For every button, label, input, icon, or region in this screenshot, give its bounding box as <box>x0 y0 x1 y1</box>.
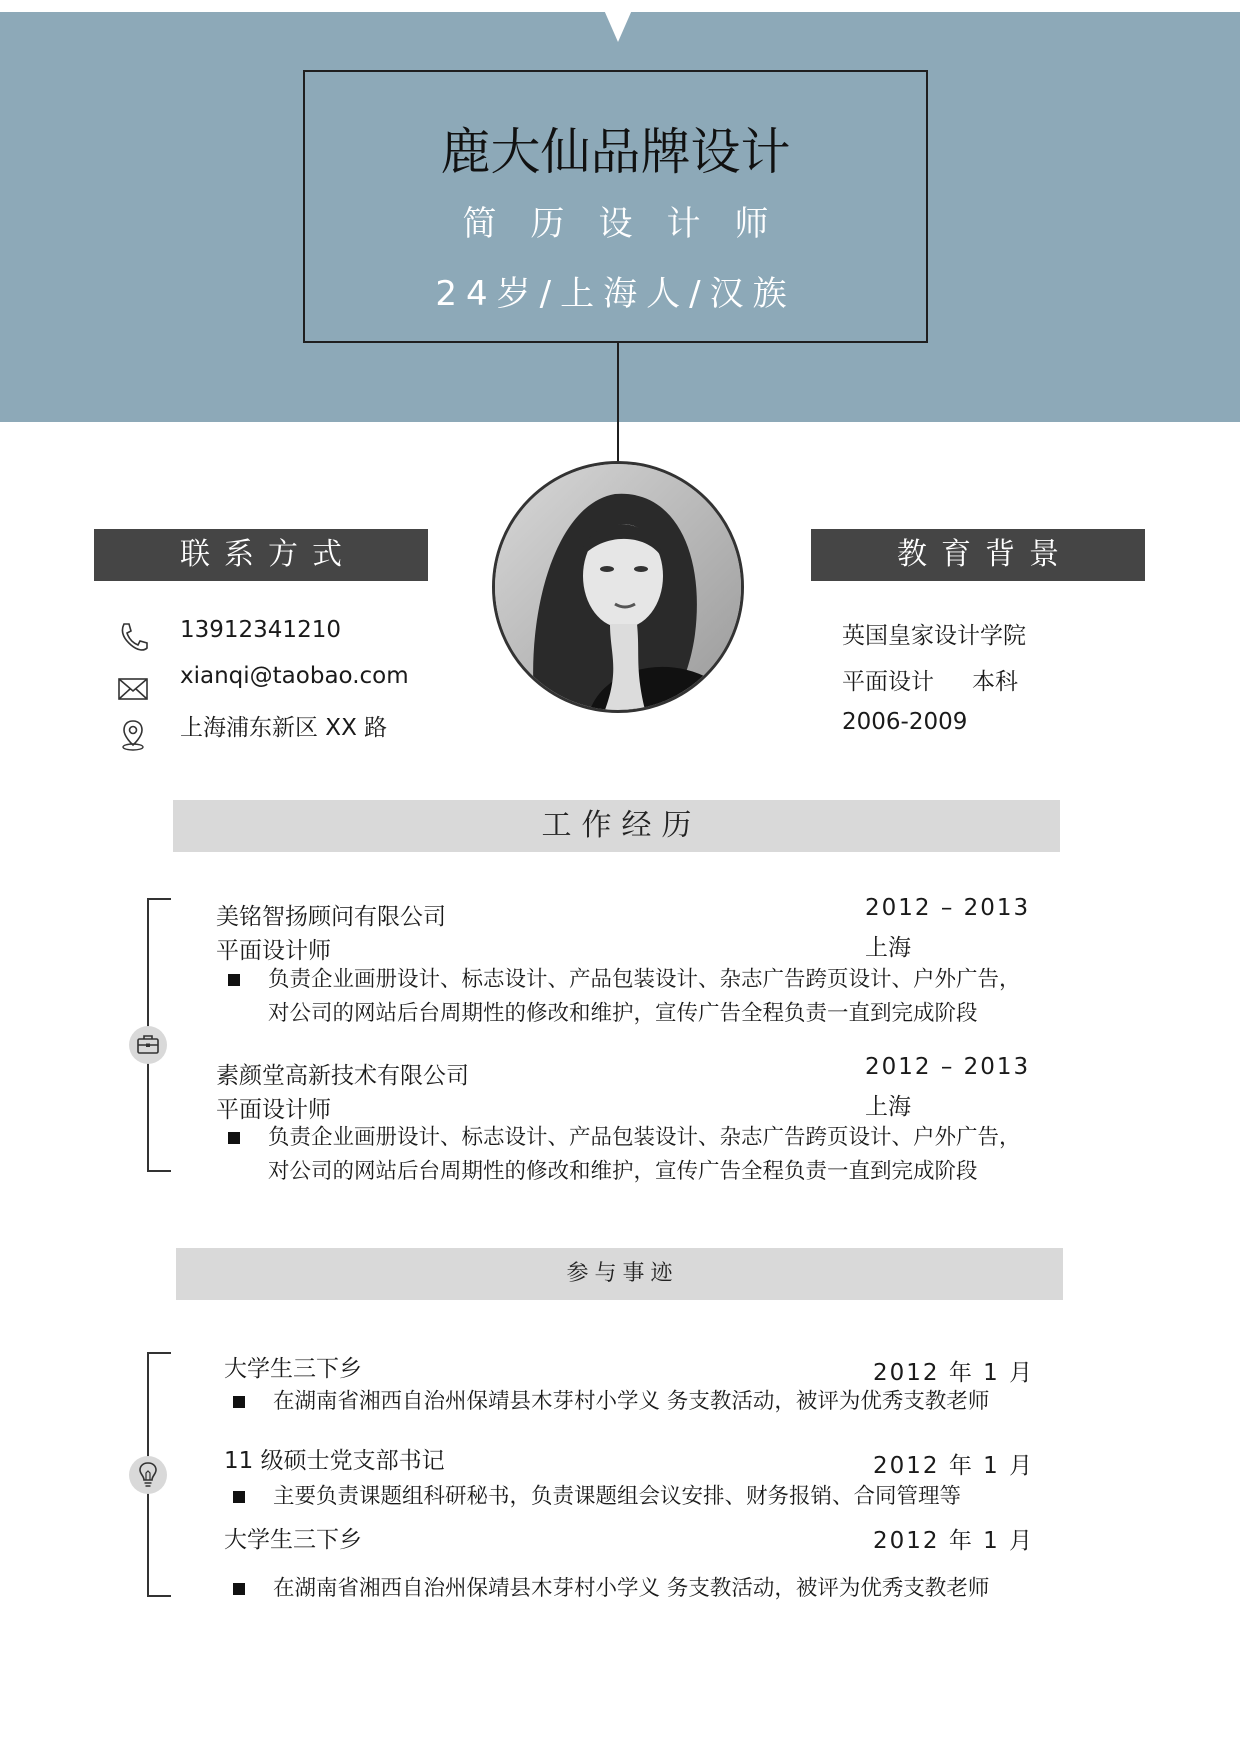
work-city: 上海 <box>865 935 911 961</box>
activity-date: 2012 年 1 月 <box>873 1453 1035 1479</box>
activities-timeline-badge <box>129 1456 167 1494</box>
mail-icon <box>116 672 150 706</box>
location-pin-icon <box>116 718 150 752</box>
contact-phone: 13912341210 <box>180 617 341 643</box>
bullet-marker <box>228 1132 240 1144</box>
education-degree: 本科 <box>972 669 1018 695</box>
contact-section-title: 联系方式 <box>94 529 428 581</box>
education-school: 英国皇家设计学院 <box>842 623 1026 649</box>
connector-line <box>617 343 619 461</box>
work-description-line: 对公司的网站后台周期性的修改和维护，宣传广告全程负责一直到完成阶段 <box>268 1159 978 1184</box>
activity-name: 11 级硕士党支部书记 <box>224 1448 445 1474</box>
header-notch <box>604 10 632 42</box>
work-company: 美铭智扬顾问有限公司 <box>216 904 446 930</box>
activity-name: 大学生三下乡 <box>224 1527 362 1553</box>
activity-description: 在湖南省湘西自治州保靖县木芽村小学义 务支教活动，被评为优秀支教老师 <box>273 1576 990 1601</box>
briefcase-icon <box>129 1026 167 1064</box>
contact-address: 上海浦东新区 XX 路 <box>180 715 388 741</box>
work-dates: 2012 – 2013 <box>865 1054 1031 1080</box>
work-description-line: 负责企业画册设计、标志设计、产品包装设计、杂志广告跨页设计、户外广告， <box>268 967 1021 992</box>
education-section-title: 教育背景 <box>811 529 1145 581</box>
portrait-illustration <box>495 464 741 710</box>
work-description-line: 负责企业画册设计、标志设计、产品包装设计、杂志广告跨页设计、户外广告， <box>268 1125 1021 1150</box>
lightbulb-icon <box>129 1456 167 1494</box>
work-position: 平面设计师 <box>216 938 331 964</box>
activities-section-title: 参与事迹 <box>176 1248 1063 1300</box>
activity-name: 大学生三下乡 <box>224 1356 362 1382</box>
education-major: 平面设计 <box>842 669 934 695</box>
activity-description: 在湖南省湘西自治州保靖县木芽村小学义 务支教活动，被评为优秀支教老师 <box>273 1389 990 1414</box>
work-description-line: 对公司的网站后台周期性的修改和维护，宣传广告全程负责一直到完成阶段 <box>268 1001 978 1026</box>
work-city: 上海 <box>865 1094 911 1120</box>
resume-name: 鹿大仙品牌设计 <box>440 123 791 181</box>
contact-email: xianqi@taobao.com <box>180 663 409 689</box>
bullet-marker <box>233 1583 245 1595</box>
bullet-marker <box>233 1491 245 1503</box>
education-years: 2006-2009 <box>842 709 968 735</box>
avatar-photo <box>492 461 744 713</box>
phone-icon <box>116 620 150 654</box>
bullet-marker <box>233 1396 245 1408</box>
activity-date: 2012 年 1 月 <box>873 1360 1035 1386</box>
activity-date: 2012 年 1 月 <box>873 1528 1035 1554</box>
work-timeline-badge <box>129 1026 167 1064</box>
work-dates: 2012 – 2013 <box>865 895 1031 921</box>
work-company: 素颜堂高新技术有限公司 <box>216 1063 469 1089</box>
resume-personal-info: 24岁/上海人/汉族 <box>435 274 796 314</box>
bullet-marker <box>228 974 240 986</box>
work-section-title: 工作经历 <box>173 800 1060 852</box>
resume-role: 简历设计师 <box>462 204 803 244</box>
work-position: 平面设计师 <box>216 1097 331 1123</box>
activity-description: 主要负责课题组科研秘书，负责课题组会议安排、财务报销、合同管理等 <box>273 1484 962 1509</box>
